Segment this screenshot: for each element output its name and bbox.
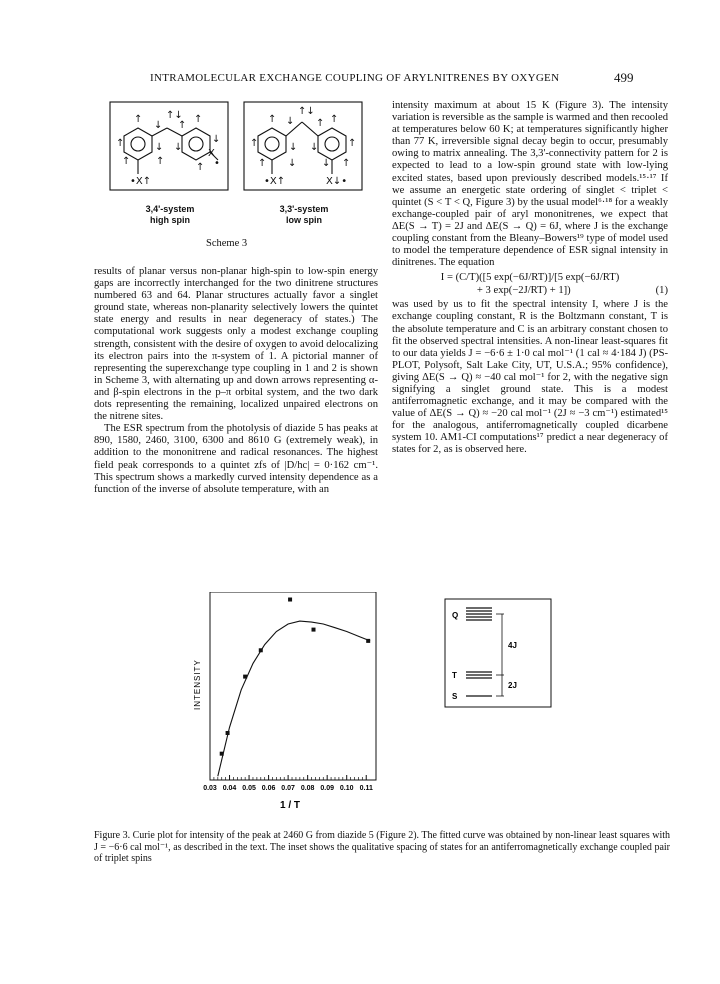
x-tick-label: 0.03 [203,785,217,792]
x-tick-label: 0.04 [222,785,237,792]
inset-frame [445,599,551,707]
data-point [220,752,224,756]
svg-text:↑: ↑ [268,114,277,125]
scheme-right-label-2: low spin [286,215,322,225]
svg-text:•X↑: •X↑ [264,176,286,187]
svg-text:↓: ↓ [289,142,298,153]
svg-text:↑: ↑ [116,138,125,149]
equation-line-1: I = (C/T)([5 exp(−6J/RT)]/[5 exp(−6J/RT) [440,272,620,284]
x-tick-label: 0.11 [359,785,373,792]
data-point [312,628,316,632]
data-point [243,675,247,679]
equation-1 [392,271,668,297]
figure-caption: Figure 3. Curie plot for intensity of the peak at 2460 G from diazide 5 (Figure 2). The fitted curve was obtained by non-linear least squares with J = −6·6 cal mol⁻¹, as described in the text. The inset shows the qualitative spacing of states for an antiferromagnetically exchange coupled pair of triplet spins [94,830,670,864]
x-tick-label: 0.05 [242,785,256,792]
x-tick-label: 0.10 [339,785,354,792]
svg-text:•X↑: •X↑ [130,176,152,187]
page-number: 499 [614,70,634,85]
scheme-3-drawing [108,100,366,200]
right-paragraph-1: intensity maximum at about 15 K (Figure 3). The intensity variation is reversible as the sample is warmed and then recooled at temperatures below 60 K; at temperatures significantly higher than 77 K, irreversible signal decay begin to occur, presumably owing to matrix annealing. The 3,3'-connectivity pattern for 2 is expected to lead to a low-spin ground state with low-lying excited states, based upon previously described models.¹⁵·¹⁷ If we assume an energetic state ordering of singlet < triplet < quintet (S < T < Q, Figure 3) by the usual model⁶·¹⁸ for a weakly exchange-coupled pair of aryl mononitrenes, we expect that ΔE(S → T) = 2J and ΔE(S → Q) = 6J, where J is the exchange coupling constant from the Bleany–Bowers¹⁹ type of model used to model the temperature dependence of ESR signal intensity in dinitrenes. The equation [392,100,668,269]
svg-text:↓: ↓ [155,142,164,153]
scheme-left-label-2: high spin [150,215,190,225]
data-point [288,598,292,602]
svg-text:↑: ↑ [348,138,357,149]
left-column [94,266,378,496]
left-paragraph-1: results of planar versus non-planar high-spin to low-spin energy gaps are incorrectly interchanged for the two dinitrene structures numbered 63 and 64. Planar structures actually favor a singlet ground state, whereas non-planarity selectively lowers the quintet state energy and results in near degeneracy of states.) The computational work suggests only a modest exchange coupling strength, consistent with the desire of oxygen to avoid delocalizing its electron pairs into the π-system of 1. A pictorial manner of representing the superexchange type coupling in 1 and 2 is shown in Scheme 3, with alternating up and down arrows representing α- and β-spin electrons in the p–π orbital system, and the two dark dots representing the remaining, localized unpaired electrons on the nitrene sites. [94,266,378,423]
inset-q-label: Q [452,611,459,620]
svg-text:↑: ↑ [258,158,267,169]
equation-number: (1) [655,285,668,297]
svg-text:↓: ↓ [310,142,319,153]
svg-text:↑: ↑ [194,114,203,125]
svg-text:↓: ↓ [322,158,331,169]
data-point [226,731,230,735]
right-paragraph-2: was used by us to fit the spectral intensity I, where J is the exchange coupling constant, R is the Boltzmann constant, T is the absolute temperature and C is an arbitrary constant chosen to fit the observed spectral intensities. A non-linear least-squares fit to our data yields J = −6·6 ± 1·0 cal mol⁻¹ (1 cal ≈ 4·184 J) (PS-PLOT, Polysoft, Salt Lake City, UT, U.S.A.; 95% confidence), giving ΔE(S → Q) ≈ −40 cal mol⁻¹ for 2, with the negative sign signifying a singlet ground state. This is a modest antiferromagnetic exchange, and it may be compared with the value of ΔE(S → Q) ≈ −20 cal mol⁻¹ (2J ≈ −3 cm⁻¹) estimated¹⁵ for the analogous, antiferromagnetically coupled dicarbene system 10. AM1-CI computations¹⁷ predict a near degeneracy of states for 2, as is observed here. [392,299,668,456]
equation-line-2: + 3 exp(−2J/RT) + 1]) [476,285,571,297]
svg-text:↑↓: ↑↓ [166,110,183,121]
svg-text:X: X [208,148,215,159]
scheme-left-ring-b [182,128,210,160]
inset-gap-2j: 2J [508,681,517,690]
y-axis-label: INTENSITY [193,659,202,710]
inset-t-label: T [452,671,457,680]
x-tick-label: 0.06 [261,785,276,792]
svg-text:↑: ↑ [250,138,259,149]
svg-text:↓: ↓ [286,116,295,127]
svg-text:↑: ↑ [178,120,187,131]
data-point [259,648,263,652]
x-tick-label: 0.07 [281,785,295,792]
svg-text:↓: ↓ [212,134,221,145]
svg-text:X↓•: X↓• [326,176,348,187]
curie-plot [190,592,390,812]
plot-frame [210,592,376,780]
svg-text:↑: ↑ [316,118,325,129]
svg-text:↓: ↓ [174,142,183,153]
scheme-left-label-1: 3,4'-system [145,204,195,214]
fit-curve [218,621,370,776]
x-axis-label: 1 / T [280,800,301,811]
svg-text:↓: ↓ [288,158,297,169]
scheme-caption: Scheme 3 [206,238,248,249]
svg-text:↑: ↑ [156,156,165,167]
svg-text:•: • [214,158,220,169]
svg-text:↑↓: ↑↓ [298,106,315,117]
scheme-right-label-1: 3,3'-system [279,204,329,214]
svg-text:↑: ↑ [342,158,351,169]
inset-gap-4j: 4J [508,641,517,650]
svg-text:↑: ↑ [122,156,131,167]
energy-level-inset [444,598,554,710]
left-paragraph-2: The ESR spectrum from the photolysis of diazide 5 has peaks at 890, 1580, 2460, 3100, 6300 and 8610 G (extremely weak), in addition to the mononitrene and radical resonances. The highest field peak corresponds to a quintet zfs of |D/hc| = 0·162 cm⁻¹. This spectrum shows a markedly curved intensity dependence as a function of the inverse of absolute temperature, with an [94,423,378,495]
right-column [392,100,668,457]
svg-text:↑: ↑ [134,114,143,125]
svg-text:↑: ↑ [330,114,339,125]
x-tick-label: 0.09 [320,785,334,792]
x-tick-label: 0.08 [300,785,315,792]
svg-text:↓: ↓ [154,120,163,131]
svg-text:↑: ↑ [196,162,205,173]
running-title: INTRAMOLECULAR EXCHANGE COUPLING OF ARYLNITRENES BY OXYGEN [150,72,560,84]
inset-s-label: S [452,692,458,701]
data-point [366,639,370,643]
